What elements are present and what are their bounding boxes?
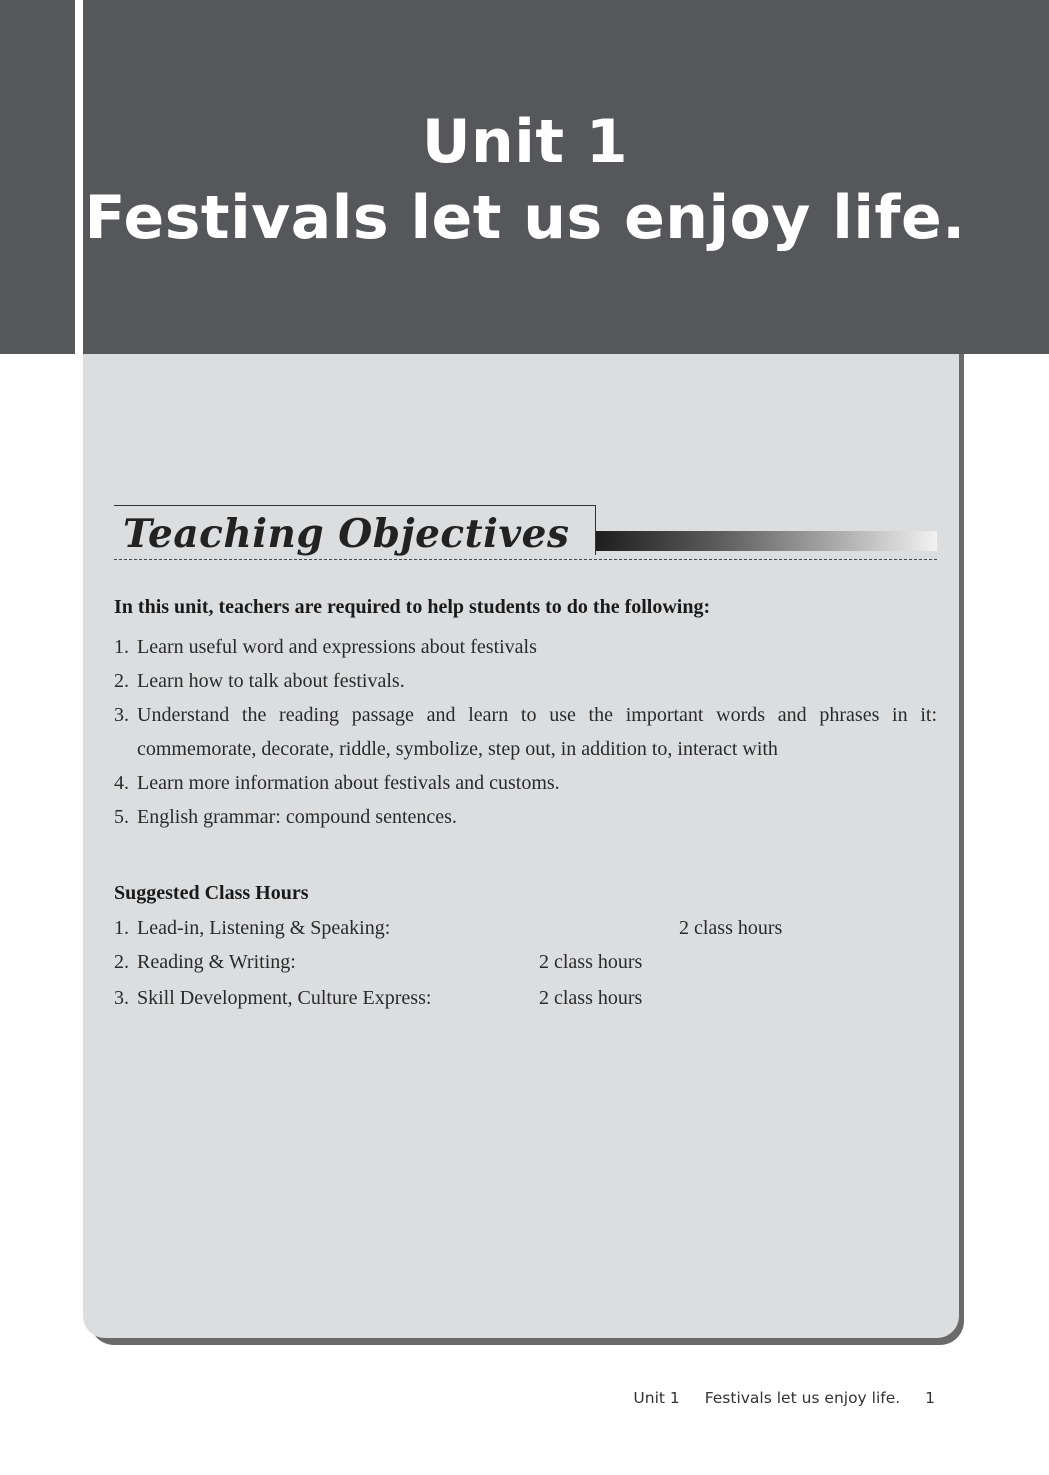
list-item-text: Learn how to talk about festivals. bbox=[137, 670, 405, 692]
list-item-number: 2. bbox=[114, 670, 129, 692]
list-item bbox=[114, 664, 937, 698]
footer-unit: Unit 1 bbox=[633, 1389, 680, 1407]
content-panel bbox=[83, 354, 959, 1338]
class-hours-label: Lead-in, Listening & Speaking: bbox=[137, 917, 391, 939]
class-hours-number: 3. bbox=[114, 987, 129, 1009]
class-hours-row bbox=[114, 911, 937, 945]
objectives-heading: Teaching Objectives bbox=[123, 511, 570, 557]
page-number: 1 bbox=[925, 1389, 935, 1407]
class-hours-row bbox=[114, 945, 937, 979]
class-hours-row bbox=[114, 981, 937, 1015]
unit-title bbox=[83, 104, 967, 256]
objectives-list bbox=[114, 630, 937, 834]
class-hours-number: 1. bbox=[114, 917, 129, 939]
list-item-text: English grammar: compound sentences. bbox=[137, 806, 457, 828]
list-item-number: 1. bbox=[114, 636, 129, 658]
class-hours-number: 2. bbox=[114, 951, 129, 973]
list-item bbox=[114, 766, 937, 800]
list-item-text: Learn useful word and expressions about festivals bbox=[137, 636, 537, 658]
unit-title-line2: Festivals let us enjoy life. bbox=[84, 183, 966, 253]
list-item-number: 4. bbox=[114, 772, 129, 794]
unit-title-line1: Unit 1 bbox=[421, 107, 629, 177]
list-item-text: Learn more information about festivals and customs. bbox=[137, 772, 560, 794]
list-item-text-line1: Understand the reading passage and learn to use the important words and phrases in it: bbox=[137, 704, 937, 726]
class-hours-title: Suggested Class Hours bbox=[114, 882, 309, 904]
class-hours-value: 2 class hours bbox=[539, 987, 643, 1009]
list-item bbox=[114, 800, 937, 834]
list-item-number: 5. bbox=[114, 806, 129, 828]
list-item-number: 3. bbox=[114, 704, 129, 726]
list-item bbox=[114, 630, 937, 664]
list-item-text-line2: commemorate, decorate, riddle, symbolize, step out, in addition to, interact with bbox=[137, 738, 778, 760]
class-hours-value: 2 class hours bbox=[679, 917, 783, 939]
class-hours-label: Reading & Writing: bbox=[137, 951, 296, 973]
list-item bbox=[114, 698, 937, 766]
footer-title: Festivals let us enjoy life. bbox=[704, 1389, 901, 1407]
class-hours-label: Skill Development, Culture Express: bbox=[137, 987, 432, 1009]
page-footer bbox=[633, 1386, 935, 1410]
header-left-strip bbox=[0, 0, 75, 354]
objectives-intro: In this unit, teachers are required to help students to do the following: bbox=[114, 596, 711, 618]
class-hours-value: 2 class hours bbox=[539, 951, 643, 973]
dashed-divider bbox=[114, 559, 937, 560]
heading-gradient-bar bbox=[596, 531, 937, 551]
